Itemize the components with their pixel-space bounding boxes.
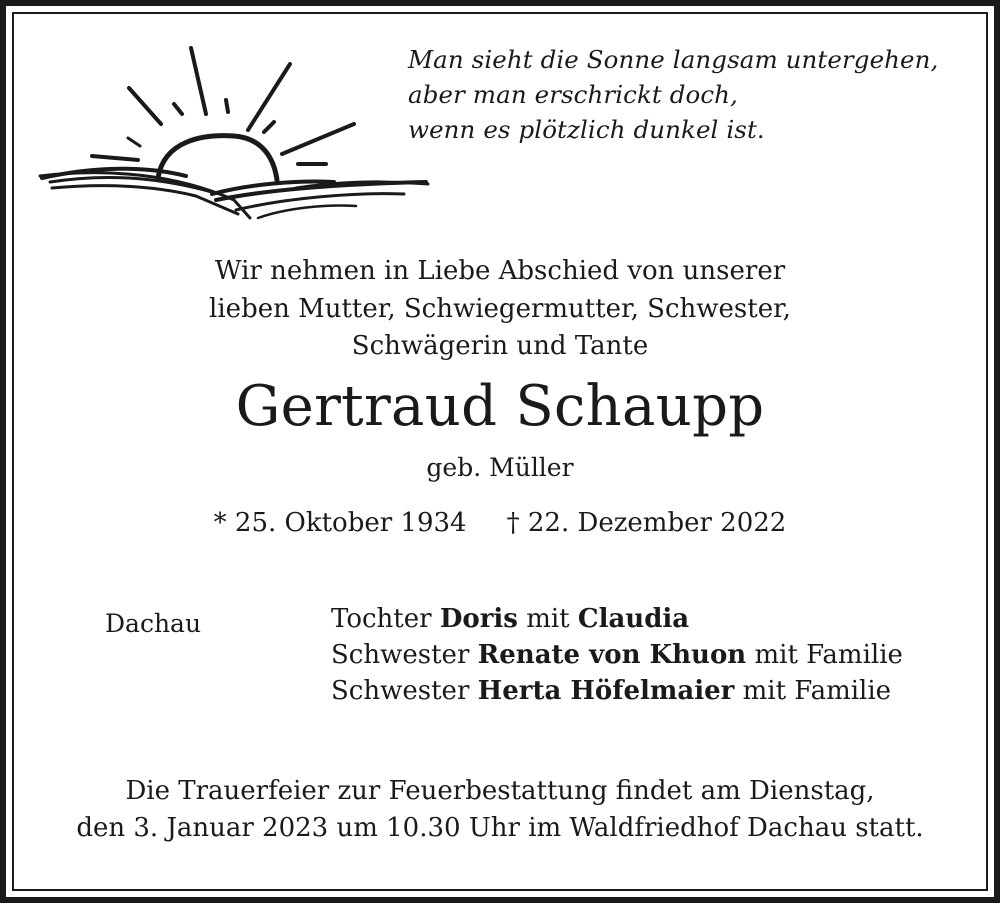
mourner-name: Renate von Khuon bbox=[477, 640, 747, 670]
life-dates bbox=[0, 505, 1000, 541]
quote-line: aber man erschrickt doch, bbox=[408, 80, 738, 109]
mourners-list bbox=[331, 601, 903, 709]
maiden-name: geb. Müller bbox=[426, 453, 574, 482]
intro-line: Schwägerin und Tante bbox=[351, 331, 649, 361]
mourner-name: Herta Höfelmaier bbox=[477, 676, 735, 706]
mourner-with: Familie bbox=[806, 640, 903, 670]
mourner-row bbox=[331, 601, 903, 637]
intro-line: lieben Mutter, Schwiegermutter, Schwester, bbox=[209, 293, 791, 324]
setting-sun-icon bbox=[36, 42, 436, 227]
mourner-joiner: mit bbox=[526, 604, 570, 634]
notice-line: den 3. Januar 2023 um 10.30 Uhr im Waldfriedhof Dachau statt. bbox=[76, 813, 924, 843]
funeral-notice bbox=[0, 773, 1000, 847]
quote-line: wenn es plötzlich dunkel ist. bbox=[408, 115, 765, 144]
mourner-name: Doris bbox=[439, 604, 518, 634]
mourner-row bbox=[331, 637, 903, 673]
birth-date: * 25. Oktober 1934 bbox=[213, 508, 467, 538]
mourner-relation: Schwester bbox=[331, 640, 470, 670]
intro-text bbox=[0, 253, 1000, 366]
quote-line: Man sieht die Sonne langsam untergehen, bbox=[408, 45, 939, 74]
deceased-name: Gertraud Schaupp bbox=[235, 374, 765, 439]
death-date: † 22. Dezember 2022 bbox=[506, 508, 787, 538]
quote bbox=[408, 42, 968, 147]
mourner-joiner: mit bbox=[742, 676, 787, 706]
mourner-joiner: mit bbox=[754, 640, 798, 670]
mourner-with: Claudia bbox=[577, 604, 690, 634]
mourner-row bbox=[331, 673, 903, 709]
mourner-relation: Tochter bbox=[331, 604, 432, 634]
place-name: Dachau bbox=[105, 609, 202, 638]
mourner-relation: Schwester bbox=[331, 676, 470, 706]
notice-line: Die Trauerfeier zur Feuerbestattung findet am Dienstag, bbox=[125, 776, 875, 806]
intro-line: Wir nehmen in Liebe Abschied von unserer bbox=[214, 256, 786, 286]
mourner-with: Familie bbox=[794, 676, 892, 706]
